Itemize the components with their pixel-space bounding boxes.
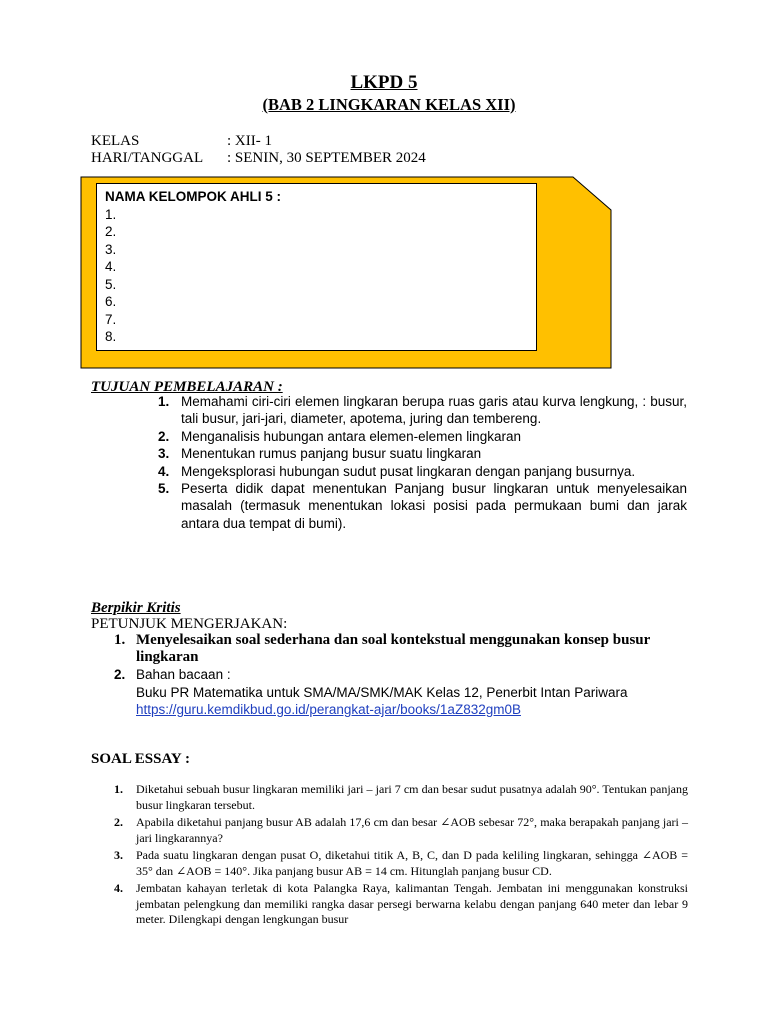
group-member-2: 2. <box>105 224 117 239</box>
hari-tanggal-label: HARI/TANGGAL <box>91 150 204 166</box>
item-text: Pada suatu lingkaran dengan pusat O, diketahui titik A, B, C, dan D pada keliling lingkaran, sehingga ∠AOB = 35° dan ∠AOB = 140°. Jika panjang busur AB = 14 cm. Hitunglah panjang busur CD. <box>136 848 688 878</box>
item-number: 5. <box>158 481 170 497</box>
item-number: 1. <box>158 394 170 409</box>
item-text: Menyelesaikan soal sederhana dan soal kontekstual menggunakan konsep busur lingkaran <box>136 632 651 665</box>
item-number: 3. <box>114 848 123 862</box>
book-reference: Buku PR Matematika untuk SMA/MA/SMK/MAK Kelas 12, Penerbit Intan Pariwara <box>136 684 628 700</box>
item-text: Menentukan rumus panjang busur suatu lingkaran <box>181 446 482 462</box>
hari-tanggal-value: : SENIN, 30 SEPTEMBER 2024 <box>227 150 426 166</box>
group-member-5: 5. <box>105 276 117 292</box>
item-number: 4. <box>114 881 123 895</box>
tujuan-item <box>148 463 687 480</box>
tujuan-item <box>148 445 687 462</box>
item-number: 2. <box>158 428 170 444</box>
petunjuk-item <box>108 666 688 719</box>
document-subtitle: (BAB 2 LINGKARAN KELAS XII) <box>262 95 516 114</box>
essay-list <box>108 782 688 930</box>
document-title: LKPD 5 <box>350 72 418 93</box>
tujuan-item <box>148 428 687 445</box>
item-number: 3. <box>158 446 170 462</box>
essay-question <box>108 848 688 879</box>
group-member-6: 6. <box>105 294 117 309</box>
item-text: Peserta didik dapat menentukan Panjang busur lingkaran untuk menyelesaikan masalah (termasuk menentukan lokasi posisi pada permukaan bumi dan jarak antara dua tempat di bumi). <box>181 481 687 531</box>
item-number: 2. <box>114 667 126 682</box>
item-text: Memahami ciri-ciri elemen lingkaran berupa ruas garis atau kurva lengkung, : busur, tali busur, jari-jari, diameter, apotema, juring dan tembereng. <box>181 394 687 427</box>
petunjuk-heading: PETUNJUK MENGERJAKAN: <box>91 616 288 632</box>
bahan-bacaan-label: Bahan bacaan : <box>136 667 231 682</box>
kelas-label: KELAS <box>91 133 140 149</box>
group-member-4: 4. <box>105 259 117 274</box>
item-number: 1. <box>114 632 126 648</box>
kelas-value: : XII- 1 <box>227 133 272 149</box>
group-name-box <box>96 183 537 351</box>
tujuan-heading: TUJUAN PEMBELAJARAN : <box>91 379 283 395</box>
item-text: Mengeksplorasi hubungan sudut pusat lingkaran dengan panjang busurnya. <box>181 463 636 479</box>
group-member-3: 3. <box>105 241 117 257</box>
tujuan-list <box>148 393 687 532</box>
tujuan-item <box>148 480 687 532</box>
kelas-row <box>91 132 272 150</box>
essay-question <box>108 815 688 846</box>
berpikir-kritis-heading: Berpikir Kritis <box>91 600 181 616</box>
hari-tanggal-row <box>91 149 426 167</box>
item-text: Apabila diketahui panjang busur AB adalah 17,6 cm dan besar ∠AOB sebesar 72°, maka berapakah panjang jari – jari lingkarannya? <box>136 815 688 845</box>
essay-question <box>108 782 688 813</box>
group-member-1: 1. <box>105 206 117 222</box>
item-text: Menganalisis hubungan antara elemen-elemen lingkaran <box>181 428 521 444</box>
group-member-8: 8. <box>105 329 117 344</box>
item-number: 1. <box>114 782 123 796</box>
item-text: Diketahui sebuah busur lingkaran memiliki jari – jari 7 cm dan besar sudut pusatnya adalah 90°. Tentukan panjang busur lingkaran tersebut. <box>136 782 688 812</box>
group-member-7: 7. <box>105 311 117 327</box>
petunjuk-list <box>108 632 688 719</box>
petunjuk-item <box>108 632 688 666</box>
soal-essay-heading: SOAL ESSAY : <box>91 751 190 767</box>
item-number: 4. <box>158 463 170 479</box>
group-title: NAMA KELOMPOK AHLI 5 : <box>105 189 281 204</box>
item-number: 2. <box>114 815 123 829</box>
essay-question <box>108 881 688 928</box>
item-text: Jembatan kahayan terletak di kota Palangka Raya, kalimantan Tengah. Jembatan ini menggunakan konstruksi jembatan pelengkung dan memiliki rangka dasar persegi berwarna kelabu dengan panjang 640 meter dan lebar 9 meter. Dilengkapi dengan lengkungan busur <box>136 881 688 926</box>
tujuan-item <box>148 393 687 428</box>
reference-link[interactable]: https://guru.kemdikbud.go.id/perangkat-ajar/books/1aZ832gm0B <box>136 702 521 717</box>
